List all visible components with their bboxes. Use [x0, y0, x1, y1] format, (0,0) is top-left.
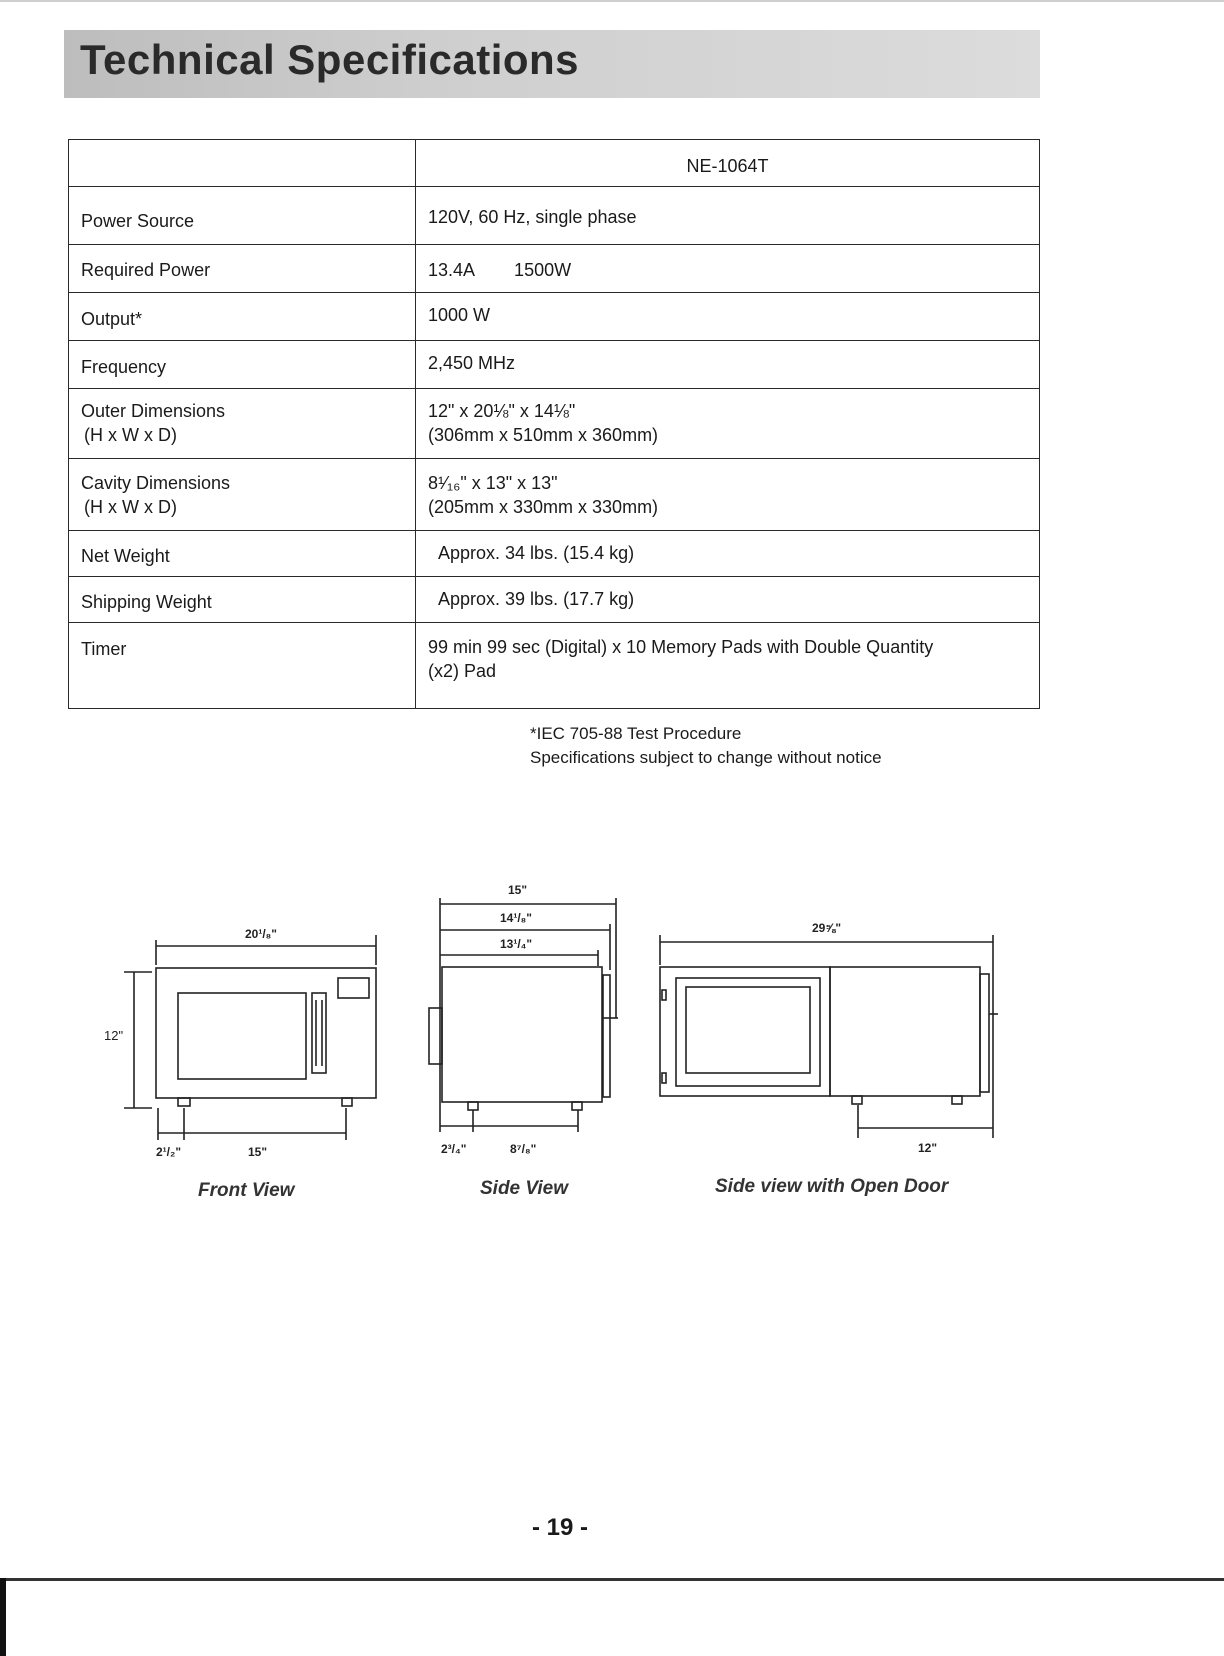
- open-door-width-label: 29⅝": [812, 921, 842, 935]
- spec-value: 8¹⁄₁₆" x 13" x 13" (205mm x 330mm x 330mm): [416, 459, 1040, 531]
- spec-label: Shipping Weight: [69, 577, 416, 623]
- spec-value: 120V, 60 Hz, single phase: [416, 187, 1040, 245]
- front-height-label: 12": [104, 1028, 124, 1043]
- side-depth-body-label: 14¹/₈": [500, 911, 532, 925]
- open-door-view-caption: Side view with Open Door: [715, 1176, 949, 1197]
- footnote-test-procedure: *IEC 705-88 Test Procedure: [530, 724, 742, 743]
- front-foot-span-label: 15": [248, 1145, 268, 1159]
- page-number: - 19 -: [532, 1514, 589, 1541]
- spec-value: 1000 W: [416, 293, 1040, 341]
- front-width-label: 20¹/₈": [245, 927, 277, 941]
- model-cell: NE-1064T: [416, 140, 1040, 187]
- side-view-drawing: [429, 898, 618, 1132]
- spec-value: Approx. 39 lbs. (17.7 kg): [416, 577, 1040, 623]
- side-foot-span-label: 8⁷/₈": [510, 1142, 537, 1156]
- spec-label: Timer: [69, 623, 416, 709]
- spec-label: Outer Dimensions (H x W x D): [69, 389, 416, 459]
- spec-label: Net Weight: [69, 531, 416, 577]
- page-title: Technical Specifications: [80, 36, 580, 83]
- spec-value: 99 min 99 sec (Digital) x 10 Memory Pads with Double Quantity (x2) Pad: [416, 623, 1040, 709]
- spec-label: Cavity Dimensions (H x W x D): [69, 459, 416, 531]
- spec-label: Power Source: [69, 187, 416, 245]
- side-depth-cabinet-label: 13¹/₄": [500, 937, 533, 951]
- spec-label: Frequency: [69, 341, 416, 389]
- spec-value: 12" x 20⅛" x 14⅛" (306mm x 510mm x 360mm): [416, 389, 1040, 459]
- open-door-view-drawing: [660, 935, 998, 1138]
- spec-value: Approx. 34 lbs. (15.4 kg): [416, 531, 1040, 577]
- footnote-disclaimer: Specifications subject to change without notice: [530, 748, 882, 767]
- side-depth-total-label: 15": [508, 883, 528, 897]
- scan-edge: [0, 1578, 6, 1656]
- spec-value: 2,450 MHz: [416, 341, 1040, 389]
- front-view-caption: Front View: [198, 1180, 295, 1201]
- spec-label: Required Power: [69, 245, 416, 293]
- spec-label: Output*: [69, 293, 416, 341]
- front-view-drawing: [124, 935, 376, 1140]
- side-view-caption: Side View: [480, 1178, 568, 1199]
- front-foot-offset-label: 2¹/₂": [156, 1145, 182, 1159]
- spec-value: 13.4A 1500W: [416, 245, 1040, 293]
- bottom-rule: [0, 1578, 1224, 1581]
- side-foot-offset-label: 2³/₄": [441, 1142, 467, 1156]
- open-door-clearance-label: 12": [918, 1141, 938, 1155]
